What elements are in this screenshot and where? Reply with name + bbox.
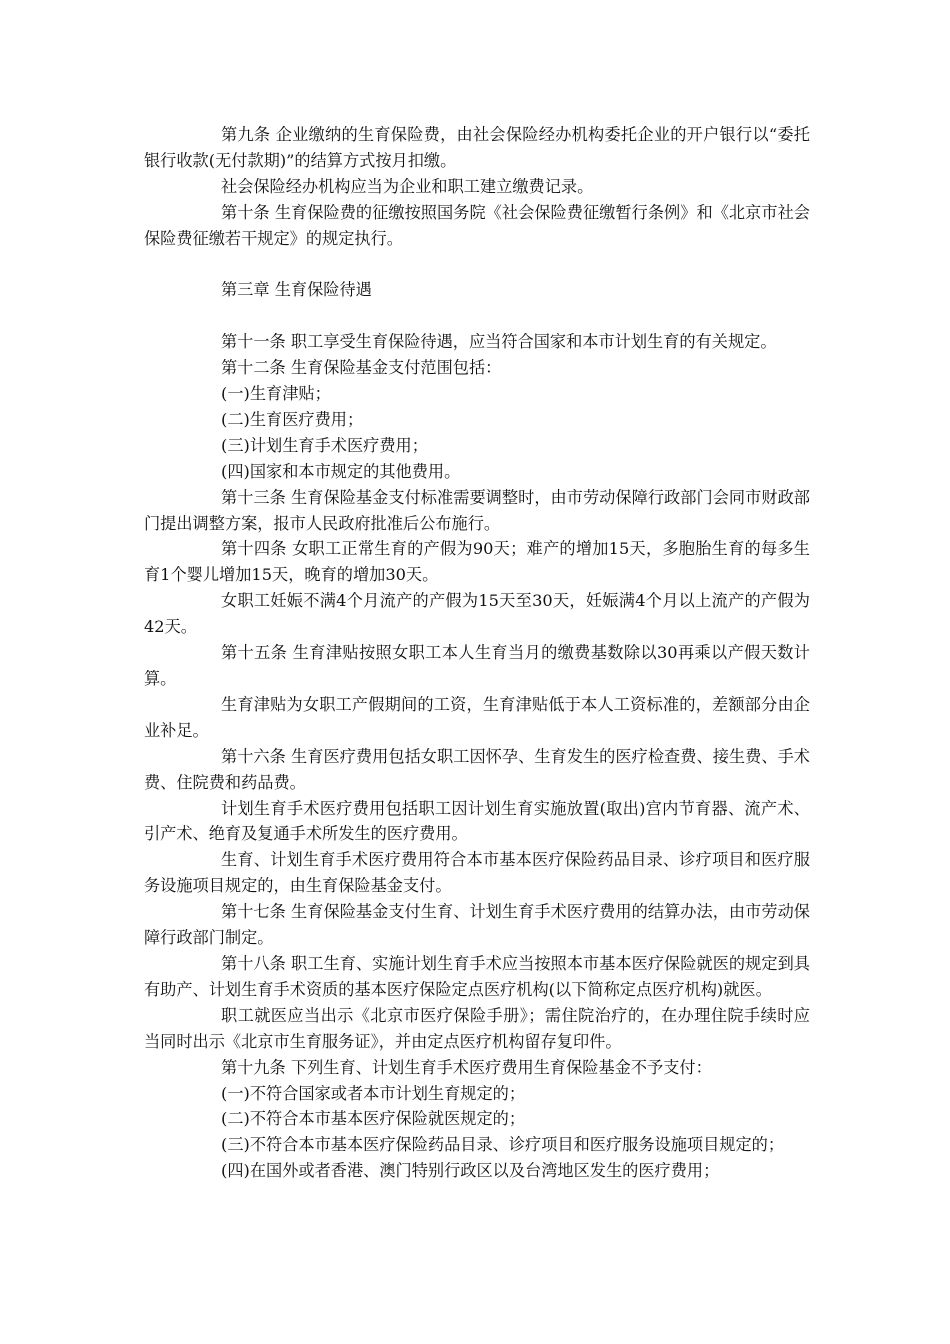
chapter-heading: 第三章 生育保险待遇: [221, 280, 372, 300]
paragraph-article-16-family-planning: 计划生育手术医疗费用包括职工因计划生育实施放置(取出)宫内节育器、流产术、引产术、绝育及复通手术所发生的医疗费用。: [144, 798, 810, 844]
blank-line: [144, 303, 810, 329]
paragraph-article-9: 第九条 企业缴纳的生育保险费，由社会保险经办机构委托企业的开户银行以“委托银行收款(无付款期)”的结算方式按月扣缴。: [144, 125, 810, 170]
paragraph-article-17: 第十七条 生育保险基金支付生育、计划生育手术医疗费用的结算办法，由市劳动保障行政部门制定。: [144, 902, 810, 948]
list-item: (四)在国外或者香港、澳门特别行政区以及台湾地区发生的医疗费用；: [221, 1161, 720, 1181]
paragraph-article-13: 第十三条 生育保险基金支付标准需要调整时，由市劳动保障行政部门会同市财政部门提出调整方案，报市人民政府批准后公布施行。: [144, 487, 810, 533]
paragraph-article-18-documents: 职工就医应当出示《北京市医疗保险手册》；需住院治疗的，在办理住院手续时应当同时出示《北京市生育服务证》，并由定点医疗机构留存复印件。: [144, 1005, 810, 1051]
list-item: (二)不符合本市基本医疗保险就医规定的；: [221, 1109, 526, 1129]
paragraph-article-10: 第十条 生育保险费的征缴按照国务院《社会保险费征缴暂行条例》和《北京市社会保险费征缴若干规定》的规定执行。: [144, 202, 810, 248]
list-item: (二)生育医疗费用；: [221, 409, 364, 429]
paragraph-article-12: 第十二条 生育保险基金支付范围包括：: [221, 358, 502, 378]
paragraph-article-11: 第十一条 职工享受生育保险待遇，应当符合国家和本市计划生育的有关规定。: [221, 332, 777, 352]
list-item: (一)不符合国家或者本市计划生育规定的；: [221, 1083, 526, 1103]
list-item: (三)不符合本市基本医疗保险药品目录、诊疗项目和医疗服务设施项目规定的；: [221, 1135, 785, 1155]
list-item: (四)国家和本市规定的其他费用。: [221, 461, 461, 481]
paragraph-article-14-abortion: 女职工妊娠不满4个月流产的产假为15天至30天，妊娠满4个月以上流产的产假为42天。: [144, 591, 810, 637]
list-item: (三)计划生育手术医疗费用；: [221, 435, 428, 455]
paragraph-article-9-records: 社会保险经办机构应当为企业和职工建立缴费记录。: [221, 176, 594, 196]
blank-line: [144, 252, 810, 278]
paragraph-article-16: 第十六条 生育医疗费用包括女职工因怀孕、生育发生的医疗检查费、接生费、手术费、住院费和药品费。: [144, 746, 810, 792]
list-item: (一)生育津贴；: [221, 384, 331, 404]
paragraph-article-15-wages: 生育津贴为女职工产假期间的工资，生育津贴低于本人工资标准的，差额部分由企业补足。: [144, 694, 810, 740]
paragraph-article-14: 第十四条 女职工正常生育的产假为90天；难产的增加15天，多胞胎生育的每多生育1个婴儿增加15天，晚育的增加30天。: [144, 539, 810, 585]
paragraph-article-16-payment: 生育、计划生育手术医疗费用符合本市基本医疗保险药品目录、诊疗项目和医疗服务设施项目规定的，由生育保险基金支付。: [144, 850, 810, 896]
paragraph-article-19: 第十九条 下列生育、计划生育手术医疗费用生育保险基金不予支付：: [221, 1057, 712, 1077]
paragraph-article-18: 第十八条 职工生育、实施计划生育手术应当按照本市基本医疗保险就医的规定到具有助产、计划生育手术资质的基本医疗保险定点医疗机构(以下简称定点医疗机构)就医。: [144, 953, 810, 999]
paragraph-article-15: 第十五条 生育津贴按照女职工本人生育当月的缴费基数除以30再乘以产假天数计算。: [144, 643, 810, 688]
document-page: [144, 122, 810, 1184]
